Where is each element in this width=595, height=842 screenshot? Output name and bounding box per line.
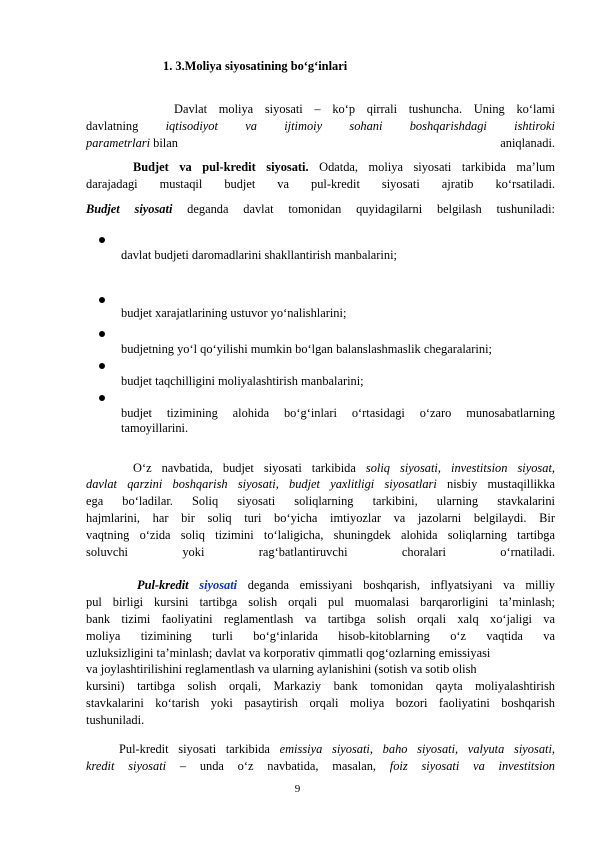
paragraph-5-line-5: uzluksizligini ta’minlash; davlat va korporativ qimmatli qog‘ozlarning emissiyasi bbox=[86, 646, 491, 660]
section-heading: 1. 3.Moliya siyosatining bo‘g‘inlari bbox=[163, 59, 348, 73]
paragraph-5-line-4: moliya tizimining turli bo‘g‘inlarida hisob-kitoblarning o‘z vaqtida va bbox=[86, 629, 555, 643]
bullet-item-5-cont: tamoyillarini. bbox=[121, 421, 189, 435]
paragraph-4-line-2: davlat qarzini boshqarish siyosati, budjet yaxlitligi siyosatlari nisbiy mustaqillikka bbox=[86, 477, 555, 491]
paragraph-4-line-5: vaqtning o‘zida soliq tizimini to‘laligicha, shuningdek alohida soliqlarning tartibga bbox=[86, 528, 555, 542]
bullet-item-3: budjetning yo‘l qo‘yilishi mumkin bo‘lgan balanslashmaslik chegaralarini; bbox=[121, 342, 492, 356]
paragraph-6-line-1: Pul-kredit siyosati tarkibida emissiya siyosati, baho siyosati, valyuta siyosati, bbox=[119, 742, 555, 756]
paragraph-5-line-7: kursini) tartibga solish orqali, Markaziy bank tomonidan qayta moliyalashtirish bbox=[86, 679, 555, 693]
paragraph-5-line-2: pul birligi kursini tartibga solish orqali pul muomalasi barqarorligini ta’minlash; bbox=[86, 595, 555, 609]
bullet-dot bbox=[99, 331, 105, 337]
bullet-dot bbox=[99, 297, 105, 303]
paragraph-5-line-3: bank tizimi faoliyatini reglamentlash va tartibga solish orqali xalq xo‘jaligi va bbox=[86, 612, 555, 626]
bullet-dot bbox=[99, 237, 105, 243]
bullet-item-5: budjet tizimining alohida bo‘g‘inlari o‘rtasidagi o‘zaro munosabatlarning bbox=[121, 406, 555, 420]
paragraph-4-line-6: soluvchi yoki rag‘batlantiruvchi choralari o‘rnatiladi. bbox=[86, 545, 555, 559]
paragraph-6-line-2: kredit siyosati – unda o‘z navbatida, masalan, foiz siyosati va investitsion bbox=[86, 759, 555, 773]
paragraph-3: Budjet siyosati deganda davlat tomonidan quyidagilarni belgilash tushuniladi: bbox=[86, 202, 555, 216]
paragraph-5-line-1: Pul-kredit siyosati deganda emissiyani boshqarish, inflyatsiyani va milliy bbox=[137, 578, 556, 592]
paragraph-5-line-8: stavkalarini ko‘tarish yoki pasaytirish orqali moliya bozori faoliyatini boshqarish bbox=[86, 696, 555, 710]
bullet-item-4: budjet taqchilligini moliyalashtirish manbalarini; bbox=[121, 374, 364, 388]
paragraph-5-line-6: va joylashtirilishini reglamentlash va ularning aylanishini (sotish va sotib olish bbox=[86, 662, 477, 676]
paragraph-2-line-1: Budjet va pul-kredit siyosati. Odatda, moliya siyosati tarkibida ma’lum bbox=[133, 160, 555, 174]
paragraph-5-line-9: tushuniladi. bbox=[86, 713, 145, 727]
paragraph-4-line-3: ega bo‘ladilar. Soliq siyosati soliqlarning tarkibini, ularning stavkalarini bbox=[86, 494, 555, 508]
bullet-dot bbox=[99, 395, 105, 401]
bullet-item-2: budjet xarajatlarining ustuvor yo‘nalishlarini; bbox=[121, 306, 347, 320]
paragraph-2-line-2: darajadagi mustaqil budjet va pul-kredit siyosati ajratib ko‘rsatiladi. bbox=[86, 177, 555, 191]
page-number: 9 bbox=[294, 783, 301, 795]
paragraph-4-line-4: hajmlarini, har bir soliq turi bo‘yicha imtiyozlar va jazolarni belgilaydi. Bir bbox=[86, 511, 555, 525]
paragraph-4-line-1: O‘z navbatida, budjet siyosati tarkibida soliq siyosati, investitsion siyosat, bbox=[133, 461, 555, 475]
bullet-item-1: davlat budjeti daromadlarini shakllantirish manbalarini; bbox=[121, 248, 397, 262]
paragraph-1-line-2: davlatning iqtisodiyot va ijtimoiy sohani boshqarishdagi ishtiroki bbox=[86, 119, 555, 133]
siyosati-link[interactable]: siyosati bbox=[199, 578, 238, 592]
paragraph-1-line-3-end: aniqlanadi. bbox=[500, 136, 555, 150]
paragraph-1-line-1: Davlat moliya siyosati – ko‘p qirrali tushuncha. Uning ko‘lami bbox=[174, 102, 555, 116]
paragraph-1-line-3: parametrlari bilan bbox=[86, 136, 178, 150]
bullet-dot bbox=[99, 363, 105, 369]
